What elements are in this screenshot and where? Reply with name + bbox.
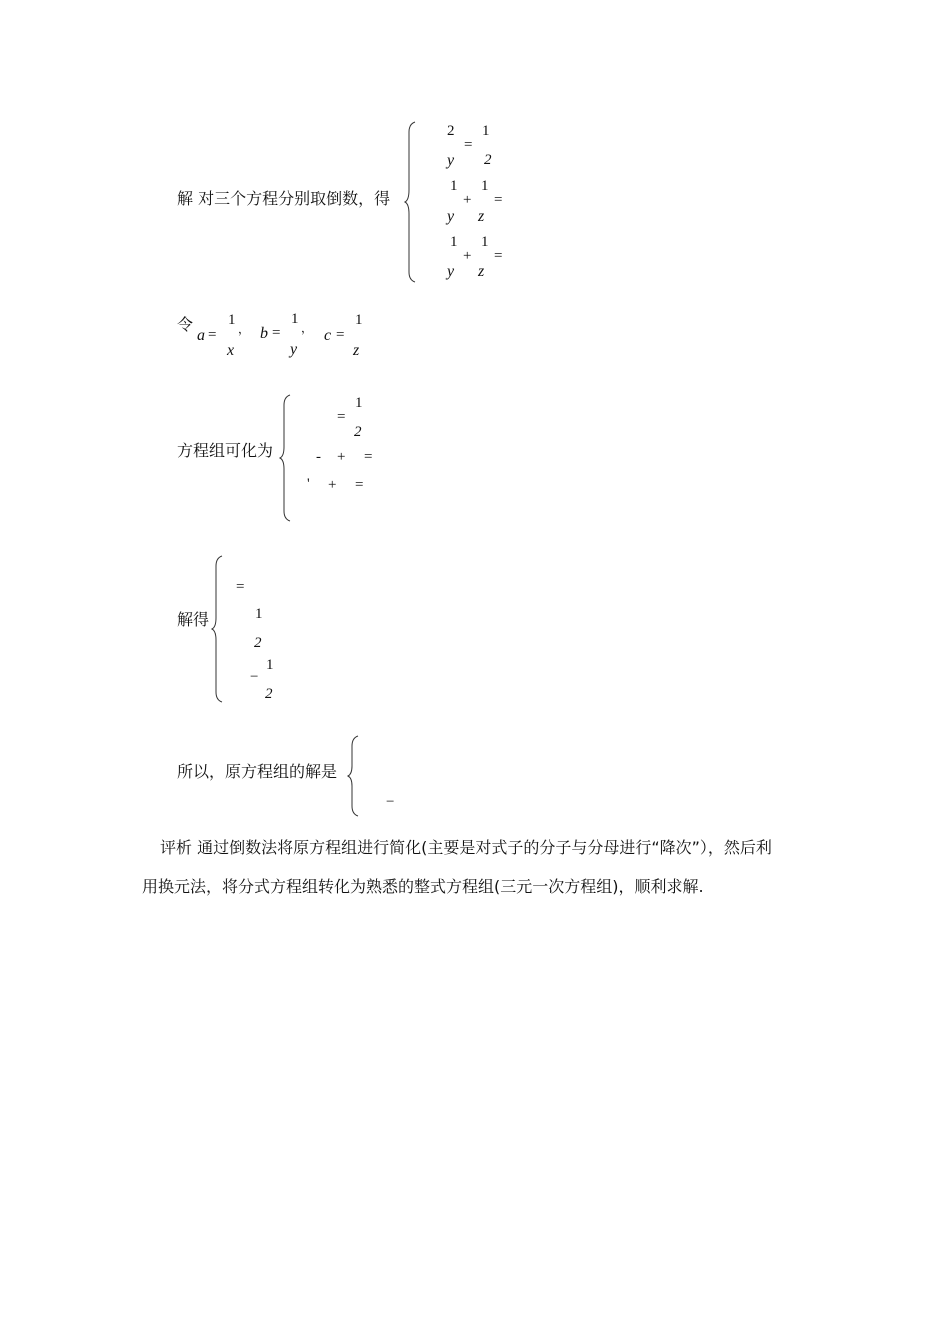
step4-label: 解得 [177, 610, 210, 629]
s3r1-den: 2 [354, 424, 362, 440]
sub-b-equals: = [272, 325, 281, 341]
eq3-num-a: 1 [450, 234, 458, 250]
eq2-plus: + [463, 192, 472, 208]
sub-b-num: 1 [291, 311, 299, 327]
eq3-equals: = [494, 248, 503, 264]
s4r3-den: 2 [265, 686, 273, 702]
s3r3-equals: = [355, 477, 364, 493]
eq2-num-a: 1 [450, 178, 458, 194]
sub-b-den: y [290, 341, 298, 358]
eq1-num-right: 1 [482, 123, 490, 139]
eq1-num-left: 2 [447, 123, 455, 139]
step1-label: 解 对三个方程分别取倒数，得 [177, 189, 391, 208]
s3r3-plus: + [328, 477, 337, 493]
sub-c-den: z [353, 342, 360, 359]
sub-a-equals: = [208, 327, 217, 343]
s3r3-tick: ' [307, 476, 310, 492]
sub-comma-2: ， [301, 321, 314, 335]
sub-c-num: 1 [355, 312, 363, 328]
step5-label: 所以，原方程组的解是 [177, 762, 338, 781]
eq2-num-b: 1 [481, 178, 489, 194]
analysis-line-2: 用换元法，将分式方程组转化为熟悉的整式方程组(三元一次方程组)，顺利求解. [142, 877, 704, 896]
s4r3-num: 1 [266, 657, 274, 673]
eq2-den-b: z [478, 208, 485, 225]
sub-a-var: a [197, 327, 205, 344]
sub-c-var: c [324, 327, 332, 344]
s4r3-minus: − [250, 669, 259, 685]
sub-a-num: 1 [228, 312, 236, 328]
eq1-den-left: y [447, 152, 455, 169]
sub-c-equals: = [336, 327, 345, 343]
eq3-den-a: y [447, 263, 455, 280]
s3r1-num: 1 [355, 395, 363, 411]
step3-label: 方程组可化为 [177, 441, 274, 460]
s3r2-plus: + [337, 449, 346, 465]
eq2-den-a: y [447, 208, 455, 225]
s3r2-equals: = [364, 449, 373, 465]
step5-brace [348, 736, 360, 816]
eq1-equals: = [464, 137, 473, 153]
eq1-den-right: 2 [484, 152, 492, 168]
s4r1-equals: = [236, 579, 245, 595]
step2-label: 令 [177, 315, 194, 334]
s3r1-equals: = [337, 409, 346, 425]
eq3-den-b: z [478, 263, 485, 280]
s4r2-den: 2 [254, 635, 262, 651]
analysis-line-1: 评析 通过倒数法将原方程组进行简化(主要是对式子的分子与分母进行“降次”），然后利 [160, 838, 772, 857]
sub-b-var: b [260, 325, 268, 342]
eq3-num-b: 1 [481, 234, 489, 250]
s3r2-minus: - [316, 449, 321, 465]
sub-a-den: x [227, 342, 235, 359]
step4-brace [212, 556, 224, 702]
sub-comma-1: ， [238, 322, 251, 336]
step3-brace [280, 395, 292, 521]
eq2-equals: = [494, 192, 503, 208]
s4r2-num: 1 [255, 606, 263, 622]
s5r3-minus: − [386, 794, 395, 810]
eq3-plus: + [463, 248, 472, 264]
step1-brace [405, 122, 417, 282]
